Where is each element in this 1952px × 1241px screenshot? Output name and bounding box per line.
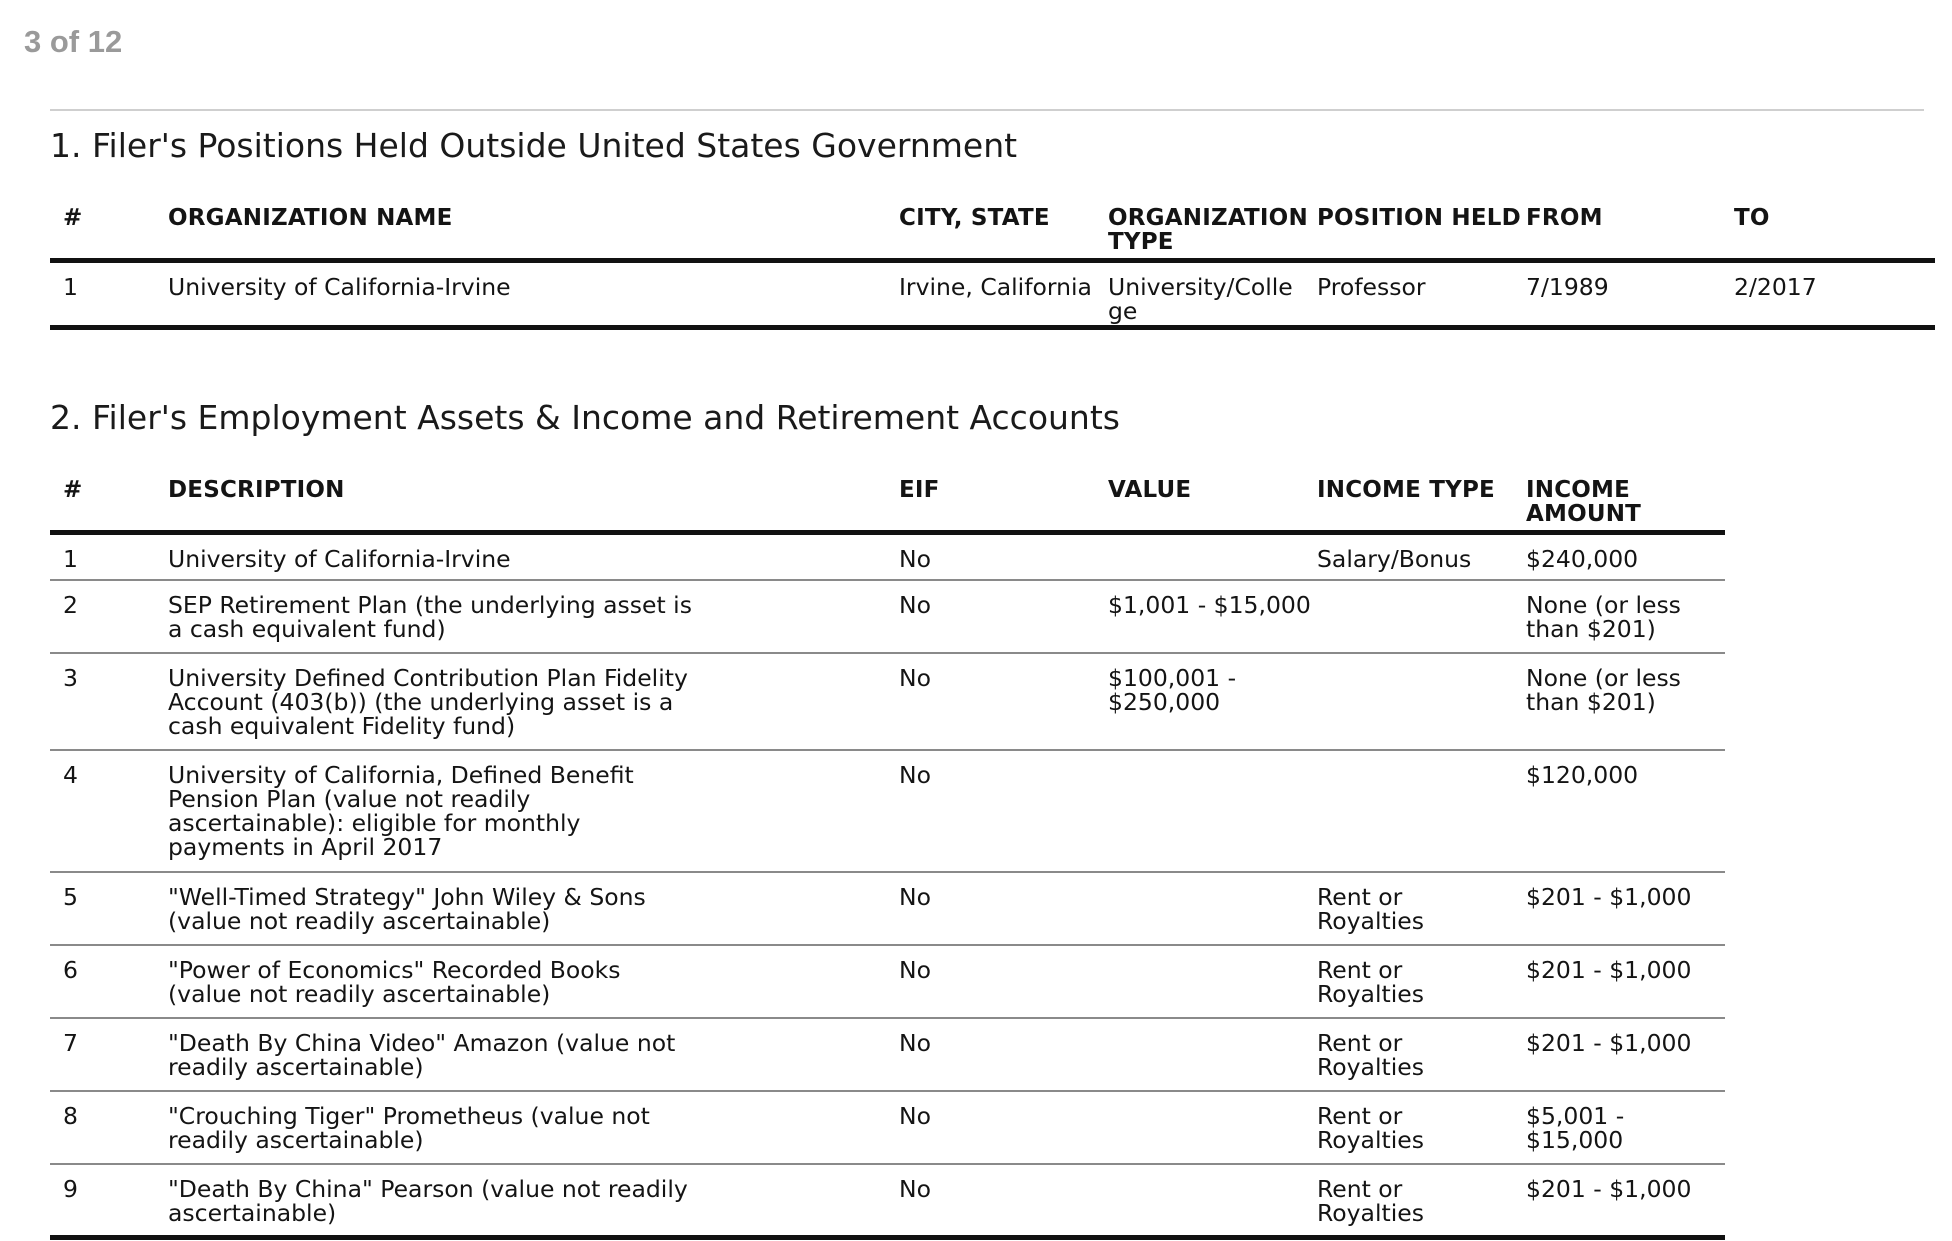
column-header-position-held: POSITION HELD <box>1317 205 1521 231</box>
column-header-organization-name: ORGANIZATION NAME <box>168 205 453 231</box>
cell-description: "Death By China Video" Amazon (value not readily ascertainable) <box>168 1029 676 1081</box>
cell-eif: No <box>899 1029 931 1057</box>
cell-income-amount: None (or less than $201) <box>1526 664 1681 716</box>
cell-eif: No <box>899 545 931 573</box>
cell-income-amount: $120,000 <box>1526 761 1639 789</box>
cell-row-number: 1 <box>63 273 78 301</box>
cell-row-number: 4 <box>63 761 78 789</box>
cell-row-number: 6 <box>63 956 78 984</box>
cell-value: $100,001 - $250,000 <box>1108 664 1237 716</box>
cell-income-type: Rent or Royalties <box>1317 956 1424 1008</box>
table-row <box>50 751 1725 871</box>
cell-income-amount: $201 - $1,000 <box>1526 883 1692 911</box>
cell-description: "Power of Economics" Recorded Books (value not readily ascertainable) <box>168 956 621 1008</box>
column-header-income-type: INCOME TYPE <box>1317 477 1495 503</box>
cell-position-held: Professor <box>1317 273 1426 301</box>
column-header-city-state: CITY, STATE <box>899 205 1050 231</box>
cell-description: "Death By China" Pearson (value not readily ascertainable) <box>168 1175 688 1227</box>
cell-eif: No <box>899 1102 931 1130</box>
cell-eif: No <box>899 883 931 911</box>
column-header-row-number: # <box>63 205 83 231</box>
cell-income-amount: $201 - $1,000 <box>1526 1029 1692 1057</box>
cell-income-type: Rent or Royalties <box>1317 1102 1424 1154</box>
table-bottom-border <box>50 1235 1725 1240</box>
cell-eif: No <box>899 591 931 619</box>
table-row <box>50 263 1935 325</box>
section1-title: 1. Filer's Positions Held Outside United States Government <box>50 126 1018 165</box>
cell-organization-type: University/Colle ge <box>1108 273 1293 325</box>
table-row <box>50 654 1725 749</box>
cell-city-state: Irvine, California <box>899 273 1092 301</box>
section2-title: 2. Filer's Employment Assets & Income and Retirement Accounts <box>50 398 1120 437</box>
table-row <box>50 1092 1725 1163</box>
cell-description: University of California, Defined Benefit Pension Plan (value not readily ascertainable): eligible for monthly payments in April 2017 <box>168 761 634 861</box>
cell-income-amount: $201 - $1,000 <box>1526 956 1692 984</box>
cell-description: University of California-Irvine <box>168 545 511 573</box>
cell-eif: No <box>899 956 931 984</box>
table-row <box>50 1165 1725 1235</box>
table-header-row <box>50 202 1935 258</box>
cell-income-type: Rent or Royalties <box>1317 1175 1424 1227</box>
cell-eif: No <box>899 761 931 789</box>
cell-income-amount: $5,001 - $15,000 <box>1526 1102 1625 1154</box>
cell-income-amount: $201 - $1,000 <box>1526 1175 1692 1203</box>
cell-income-type: Rent or Royalties <box>1317 883 1424 935</box>
cell-from-date: 7/1989 <box>1526 273 1609 301</box>
cell-eif: No <box>899 1175 931 1203</box>
cell-description: "Well-Timed Strategy" John Wiley & Sons (value not readily ascertainable) <box>168 883 646 935</box>
column-header-row-number: # <box>63 477 83 503</box>
column-header-to-date: TO <box>1734 205 1770 231</box>
cell-row-number: 5 <box>63 883 78 911</box>
table-bottom-border <box>50 325 1935 330</box>
cell-row-number: 7 <box>63 1029 78 1057</box>
employment-assets-table <box>50 474 1725 1240</box>
cell-description: SEP Retirement Plan (the underlying asset is a cash equivalent fund) <box>168 591 692 643</box>
cell-to-date: 2/2017 <box>1734 273 1817 301</box>
cell-row-number: 2 <box>63 591 78 619</box>
page-counter: 3 of 12 <box>24 24 123 59</box>
cell-income-amount: None (or less than $201) <box>1526 591 1681 643</box>
cell-eif: No <box>899 664 931 692</box>
column-header-description: DESCRIPTION <box>168 477 345 503</box>
cell-description: University Defined Contribution Plan Fidelity Account (403(b)) (the underlying asset is a cash equivalent Fidelity fund) <box>168 664 688 740</box>
column-header-organization-type: ORGANIZATION TYPE <box>1108 205 1308 255</box>
table-row <box>50 946 1725 1017</box>
cell-row-number: 8 <box>63 1102 78 1130</box>
cell-organization-name: University of California-Irvine <box>168 273 511 301</box>
cell-value: $1,001 - $15,000 <box>1108 591 1311 619</box>
table-row <box>50 581 1725 652</box>
column-header-eif: EIF <box>899 477 940 503</box>
cell-income-type: Rent or Royalties <box>1317 1029 1424 1081</box>
column-header-value: VALUE <box>1108 477 1192 503</box>
cell-income-amount: $240,000 <box>1526 545 1639 573</box>
table-row <box>50 535 1725 579</box>
cell-row-number: 9 <box>63 1175 78 1203</box>
cell-row-number: 3 <box>63 664 78 692</box>
cell-row-number: 1 <box>63 545 78 573</box>
column-header-income-amount: INCOME AMOUNT <box>1526 477 1642 527</box>
top-divider <box>50 109 1924 111</box>
table-row <box>50 873 1725 944</box>
column-header-from-date: FROM <box>1526 205 1603 231</box>
cell-description: "Crouching Tiger" Prometheus (value not readily ascertainable) <box>168 1102 650 1154</box>
table-row <box>50 1019 1725 1090</box>
positions-table <box>50 202 1935 330</box>
table-header-row <box>50 474 1725 530</box>
cell-income-type: Salary/Bonus <box>1317 545 1472 573</box>
